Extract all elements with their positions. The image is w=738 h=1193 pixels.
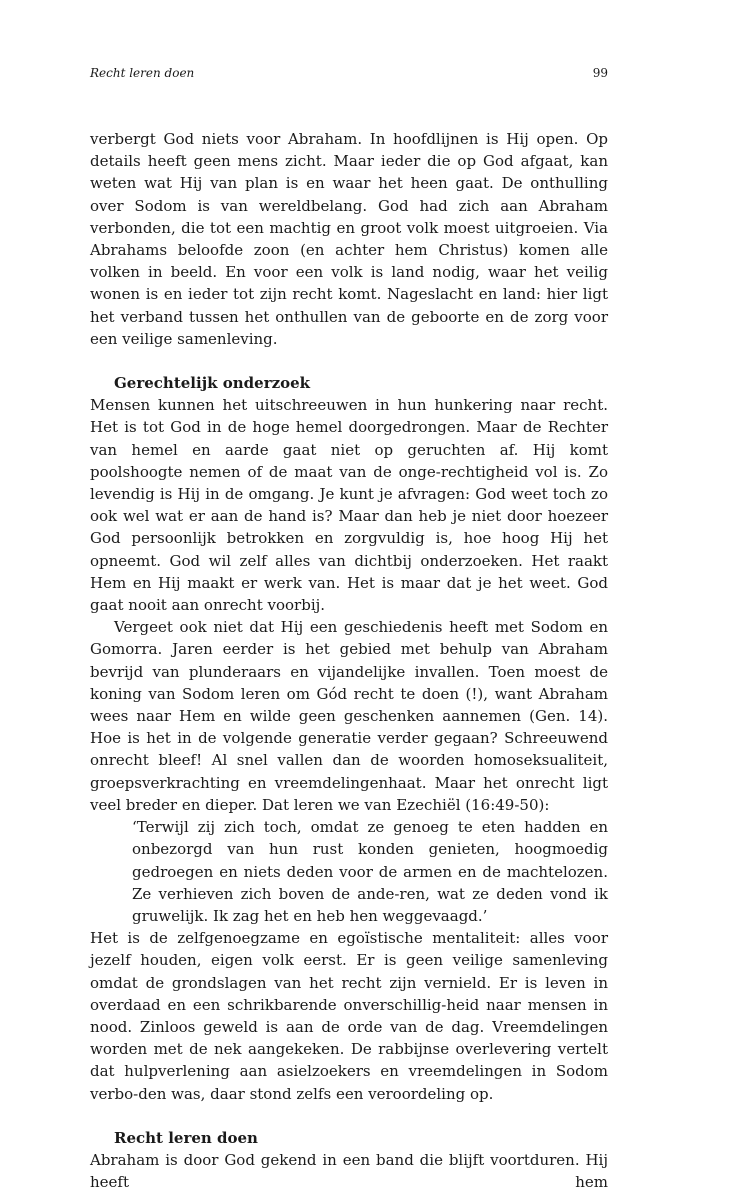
- running-title: Recht leren doen: [90, 66, 195, 80]
- body-paragraph-3: Vergeet ook niet dat Hij een geschiedenis heeft met Sodom en Gomorra. Jaren eerder is het gebied met behulp van Abraham bevrijd van plunderaars en vijandelijke invallen. Toen moest de koning van Sodom leren om Gód recht te doen (!), want Abraham wees naar Hem en wilde geen geschenken aannemen (Gen. 14). Hoe is het in de volgende generatie verder gegaan? Schreeuwend onrecht bleef! Al snel vallen dan de woorden homoseksualiteit, groepsverkrachting en vreemdelingenhaat. Maar het onrecht ligt veel breder en dieper. Dat leren we van Ezechiël (16:49-50):: [90, 618, 608, 814]
- section-heading-gerechtelijk-onderzoek: Gerechtelijk onderzoek: [114, 374, 311, 393]
- body-paragraph-2: Mensen kunnen het uitschreeuwen in hun hunkering naar recht. Het is tot God in de hoge hemel doorgedrongen. Maar de Rechter van hemel en aarde gaat niet op geruchten af. Hij komt poolshoogte nemen of de maat van de onge-rechtigheid vol is. Zo levendig is Hij in de omgang. Je kunt je afvragen: God weet toch zo ook wel wat er aan de hand is? Maar dan heb je niet door hoezeer God persoonlijk betrokken en zorgvuldig is, hoe hoog Hij het opneemt. God wil zelf alles van dichtbij onderzoeken. Het raakt Hem en Hij maakt er werk van. Het is maar dat je het weet. God gaat nooit aan onrecht voorbij.: [90, 396, 608, 615]
- block-quote-text: ‘Terwijl zij zich toch, omdat ze genoeg te eten hadden en onbezorgd van hun rust konden genieten, hoogmoedig gedroegen en niets deden voor de armen en de machtelozen. Ze verhieven zich boven de ande-ren, wat ze deden vond ik gruwelijk. Ik zag het en heb hen weggevaagd.’: [132, 818, 608, 925]
- running-head: [90, 64, 608, 82]
- body-paragraph-5: Abraham is door God gekend in een band die blijft voortduren. Hij heeft hem: [90, 1150, 608, 1192]
- block-quote-ezechiel: [132, 816, 608, 927]
- book-page: [90, 0, 608, 1192]
- page-body: [90, 128, 608, 1193]
- body-paragraph-4: Het is de zelfgenoegzame en egoïstische mentaliteit: alles voor jezelf houden, eigen volk eerst. Er is geen veilige samenleving omdat de grondslagen van het recht zijn vernield. Er is leven in overdaad en een schrikbarende onverschillig-heid naar mensen in nood. Zinloos geweld is aan de orde van de dag. Vreemdelingen worden met de nek aangekeken. De rabbijnse overlevering vertelt dat hulpverlening aan asielzoekers en vreemdelingen in Sodom verbo-den was, daar stond zelfs een veroordeling op.: [90, 929, 608, 1103]
- body-paragraph-1: verbergt God niets voor Abraham. In hoofdlijnen is Hij open. Op details heeft geen mens zicht. Maar ieder die op God afgaat, kan weten wat Hij van plan is en waar het heen gaat. De onthulling over Sodom is van wereldbelang. God had zich aan Abraham verbonden, die tot een machtig en groot volk moest uitgroeien. Via Abrahams beloofde zoon (en achter hem Christus) komen alle volken in beeld. En voor een volk is land nodig, waar het veilig wonen is en ieder tot zijn recht komt. Nageslacht en land: hier ligt het verband tussen het onthullen van de geboorte en de zorg voor een veilige samenleving.: [90, 130, 608, 348]
- page-number: 99: [592, 66, 608, 80]
- section-heading-recht-leren-doen: Recht leren doen: [114, 1128, 258, 1147]
